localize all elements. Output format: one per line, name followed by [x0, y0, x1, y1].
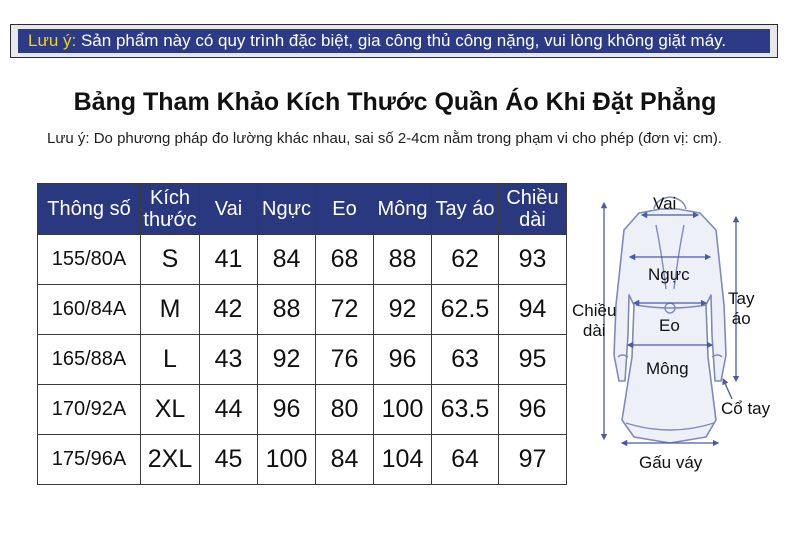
- table-cell: 100: [258, 435, 316, 485]
- table-cell: 68: [316, 235, 374, 285]
- table-cell: 95: [499, 335, 567, 385]
- notice-label: Lưu ý:: [28, 31, 77, 50]
- column-header: Vai: [200, 184, 258, 235]
- column-header: Thông số: [38, 184, 141, 235]
- size-code-cell: 175/96A: [38, 435, 141, 485]
- table-cell: 96: [258, 385, 316, 435]
- size-code-cell: 155/80A: [38, 235, 141, 285]
- table-cell: 88: [374, 235, 432, 285]
- table-cell: XL: [141, 385, 200, 435]
- notice-banner: [10, 24, 778, 58]
- table-cell: 96: [374, 335, 432, 385]
- table-row: [38, 435, 567, 485]
- label-hip: Mông: [646, 359, 689, 378]
- table-cell: 63.5: [432, 385, 499, 435]
- cuff-arrow: [724, 381, 732, 399]
- table-cell: 104: [374, 435, 432, 485]
- column-header: Chiều dài: [499, 184, 567, 235]
- label-length: Chiều dài: [572, 301, 617, 340]
- table-cell: 76: [316, 335, 374, 385]
- size-table: [37, 183, 567, 485]
- table-cell: 84: [258, 235, 316, 285]
- table-cell: S: [141, 235, 200, 285]
- table-cell: 97: [499, 435, 567, 485]
- table-cell: 93: [499, 235, 567, 285]
- measurement-note: Lưu ý: Do phương pháp đo lường khác nhau, sai số 2-4cm nằm trong phạm vi cho phép (đơn vị: cm).: [47, 130, 722, 147]
- table-cell: 63: [432, 335, 499, 385]
- table-cell: 84: [316, 435, 374, 485]
- column-header: Kích thước: [141, 184, 200, 235]
- column-header: Ngực: [258, 184, 316, 235]
- table-cell: 62: [432, 235, 499, 285]
- table-cell: 42: [200, 285, 258, 335]
- table-row: [38, 235, 567, 285]
- garment-diagram: [566, 185, 786, 485]
- table-row: [38, 285, 567, 335]
- table-row: [38, 335, 567, 385]
- table-cell: 62.5: [432, 285, 499, 335]
- table-row: [38, 385, 567, 435]
- notice-text: Sản phẩm này có quy trình đặc biệt, gia công thủ công nặng, vui lòng không giặt máy.: [76, 31, 727, 50]
- table-cell: 88: [258, 285, 316, 335]
- label-chest: Ngực: [648, 265, 690, 284]
- label-sleeve: Tay áo: [728, 289, 755, 328]
- table-cell: 44: [200, 385, 258, 435]
- size-code-cell: 165/88A: [38, 335, 141, 385]
- table-header-row: [38, 184, 567, 235]
- table-cell: 92: [374, 285, 432, 335]
- label-hem: Gấu váy: [639, 453, 703, 472]
- table-cell: 94: [499, 285, 567, 335]
- size-code-cell: 160/84A: [38, 285, 141, 335]
- table-cell: 2XL: [141, 435, 200, 485]
- page-title: Bảng Tham Khảo Kích Thước Quần Áo Khi Đặt Phẳng: [73, 88, 717, 116]
- column-header: Tay áo: [432, 184, 499, 235]
- table-cell: 92: [258, 335, 316, 385]
- table-cell: 45: [200, 435, 258, 485]
- table-cell: 41: [200, 235, 258, 285]
- table-cell: 43: [200, 335, 258, 385]
- column-header: Eo: [316, 184, 374, 235]
- size-code-cell: 170/92A: [38, 385, 141, 435]
- table-body: [38, 235, 567, 485]
- table-cell: 64: [432, 435, 499, 485]
- table-cell: 72: [316, 285, 374, 335]
- table-cell: M: [141, 285, 200, 335]
- table-cell: L: [141, 335, 200, 385]
- table-cell: 100: [374, 385, 432, 435]
- table-cell: 96: [499, 385, 567, 435]
- table-cell: 80: [316, 385, 374, 435]
- label-cuff: Cổ tay: [721, 399, 771, 418]
- label-waist: Eo: [659, 316, 680, 335]
- column-header: Mông: [374, 184, 432, 235]
- label-shoulder: Vai: [653, 194, 677, 213]
- notice-text-box: [18, 29, 770, 53]
